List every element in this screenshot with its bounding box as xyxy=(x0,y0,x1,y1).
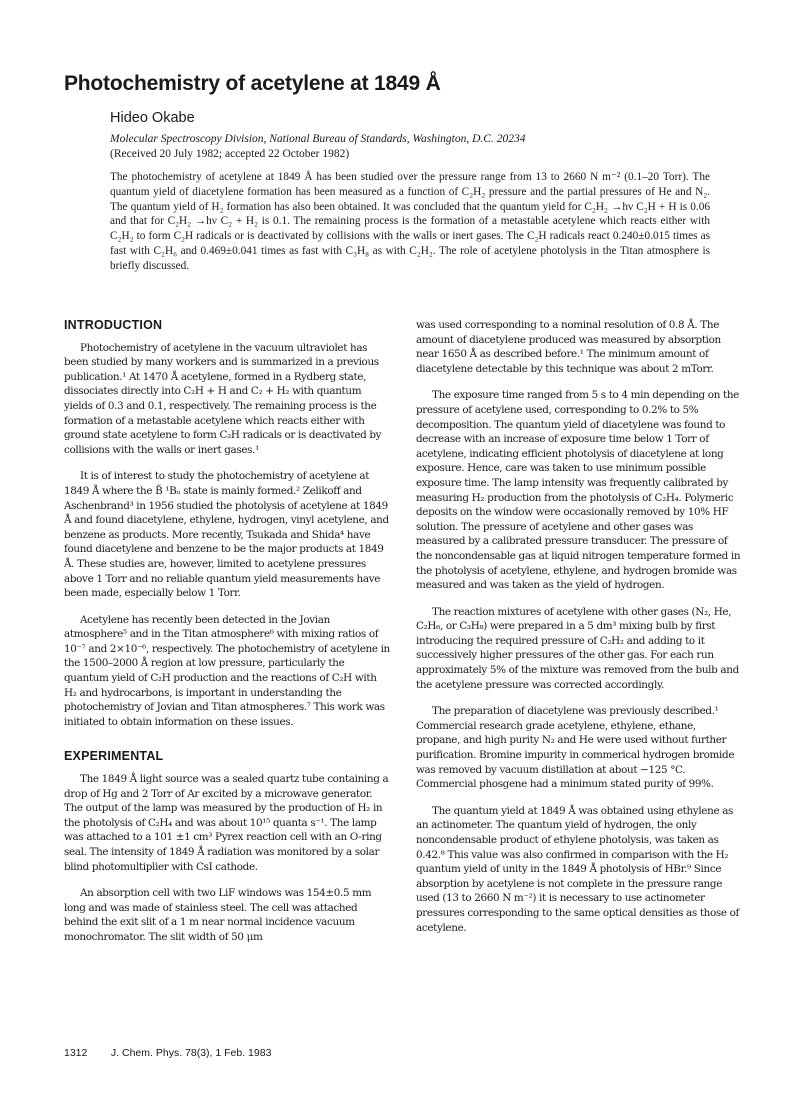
abstract: The photochemistry of acetylene at 1849 Å has been studied over the pressure range from 13 to 2660 N m⁻² (0.1–20 Torr). The quantum yield of diacetylene formation has been measured as a function of C₂H₂ pressure and the partial pressures of He and N₂. The quantum yield of H₂ formation has also been obtained. It was concluded that the quantum yield for C₂H₂ →hν C₂H + H is 0.06 and that for C₂H₂ →hν C₂ + H₂ is 0.1. The remaining process is the formation of a metastable acetylene which reacts either with C₂H₂ to form C₂H radicals or is deactivated by collisions with the walls or inert gases. The C₂H radicals react 0.240±0.015 times as fast with C₂H₆ and 0.469±0.041 times as fast with C₃H₈ as with C₂H₂. The role of acetylene photolysis in the Titan atmosphere is briefly discussed. xyxy=(110,171,710,272)
section-heading-introduction: INTRODUCTION xyxy=(64,318,163,332)
affiliation: Molecular Spectroscopy Division, National Bureau of Standards, Washington, D.C. 20234 xyxy=(110,133,526,145)
page-footer xyxy=(64,1047,271,1059)
paragraph: The quantum yield at 1849 Å was obtained using ethylene as an actinometer. The quantum yield of hydrogen, the only noncondensable product of ethylene photolysis, was taken as 0.42.⁸ This value was also confirmed in comparison with the H₂ quantum yield of unity in the 1849 Å photolysis of HBr.⁹ Since absorption by acetylene is not complete in the pressure range used (13 to 2660 N m⁻²) it is necessary to use actinometer pressures corresponding to the same optical densities as those of acetylene. xyxy=(416,804,740,934)
paragraph: The preparation of diacetylene was previously described.¹ Commercial research grade acetylene, ethylene, ethane, propane, and high purity N₂ and He were used without further purification. Bromine impurity in commerical hydrogen bromide was removed by vacuum distillation at about −125 °C. Commercial phosgene had a minimum stated purity of 99%. xyxy=(416,705,735,791)
right-column xyxy=(416,318,742,947)
paragraph: The reaction mixtures of acetylene with other gases (N₂, He, C₂H₆, or C₃H₈) were prepared in a 5 dm³ mixing bulb by first introducing the required pressure of C₂H₂ and adding to it successively higher pressures of the other gas. For each run approximately 5% of the mixture was removed from the bulb and the acetylene pressure was corrected accordingly. xyxy=(416,605,739,691)
paragraph: was used corresponding to a nominal resolution of 0.8 Å. The amount of diacetylene produced was measured by absorption near 1650 Å as described before.¹ The minimum amount of diacetylene detectable by this technique was about 2 mTorr. xyxy=(416,319,721,375)
received-dates: (Received 20 July 1982; accepted 22 October 1982) xyxy=(110,148,350,160)
section-heading-experimental: EXPERIMENTAL xyxy=(64,749,164,764)
page-number: 1312 xyxy=(64,1047,88,1059)
author-name: Hideo Okabe xyxy=(110,110,195,126)
journal-citation: J. Chem. Phys. 78(3), 1 Feb. 1983 xyxy=(110,1047,272,1059)
paragraph: Photochemistry of acetylene in the vacuum ultraviolet has been studied by many workers and is summarized in a previous publication.¹ At 1470 Å acetylene, formed in a Rydberg state, dissociates directly into C₂H + H and C₂ + H₂ with quantum yields of 0.3 and 0.1, respectively. The remaining process is the formation of a metastable acetylene which reacts either with ground state acetylene to form C₂H radicals or is deactivated by collisions with the walls or inert gases.¹ xyxy=(64,341,382,456)
paragraph: The 1849 Å light source was a sealed quartz tube containing a drop of Hg and 2 Torr of Ar excited by a microwave generator. The output of the lamp was measured by the production of H₂ in the photolysis of C₂H₄ and was about 10¹⁵ quanta s⁻¹. The lamp was attached to a 101 ±1 cm³ Pyrex reaction cell with an O-ring seal. The intensity of 1849 Å radiation was monitored by a solar blind photomultiplier with CsI cathode. xyxy=(64,773,389,873)
left-column xyxy=(64,318,390,957)
paragraph: It is of interest to study the photochemistry of acetylene at 1849 Å where the B̃ ¹Bᵤ state is mainly formed.² Zelikoff and Aschenbrand³ in 1956 studied the photolysis of acetylene at 1849 Å and found diacetylene, ethylene, hydrogen, vinyl acetylene, and benzene as products. More recently, Tsukada and Shida⁴ have found diacetylene and benzene to be the major products at 1849 Å. These studies are, however, limited to acetylene pressures above 1 Torr and no reliable quantum yield measurements have been made, especially below 1 Torr. xyxy=(64,470,389,600)
paragraph: The exposure time ranged from 5 s to 4 min depending on the pressure of acetylene used, corresponding to 0.2% to 5% decomposition. The quantum yield of diacetylene was found to decrease with an increase of exposure time below 1 Torr of acetylene, indicating efficient photolysis of diacetylene at long exposure. Hence, care was taken to use minimum possible exposure time. The lamp intensity was frequently calibrated by measuring H₂ production from the photolysis of C₂H₄. Polymeric deposits on the window were occasionally removed by 10% HF solution. The pressure of acetylene and other gases was measured by a calibrated pressure transducer. The pressure of the noncondensable gas at liquid nitrogen temperature formed in the photolysis of acetylene, ethylene, and hydrogen bromide was measured and was taken as the yield of hydrogen. xyxy=(416,389,741,592)
paragraph: An absorption cell with two LiF windows was 154±0.5 mm long and was made of stainless steel. The cell was attached behind the exit slit of a 1 m near normal incidence vacuum monochromator. The slit width of 50 μm xyxy=(64,887,372,943)
article-title: Photochemistry of acetylene at 1849 Å xyxy=(64,72,441,95)
paragraph: Acetylene has recently been detected in the Jovian atmosphere⁵ and in the Titan atmosphere⁶ with mixing ratios of 10⁻⁷ and 2×10⁻⁶, respectively. The photochemistry of acetylene in the 1500–2000 Å region at low pressure, particularly the quantum yield of C₂H production and the reactions of C₂H with H₂ and hydrocarbons, is important in understanding the photochemistry of Jovian and Titan atmospheres.⁷ This work was initiated to obtain information on these issues. xyxy=(64,613,390,728)
